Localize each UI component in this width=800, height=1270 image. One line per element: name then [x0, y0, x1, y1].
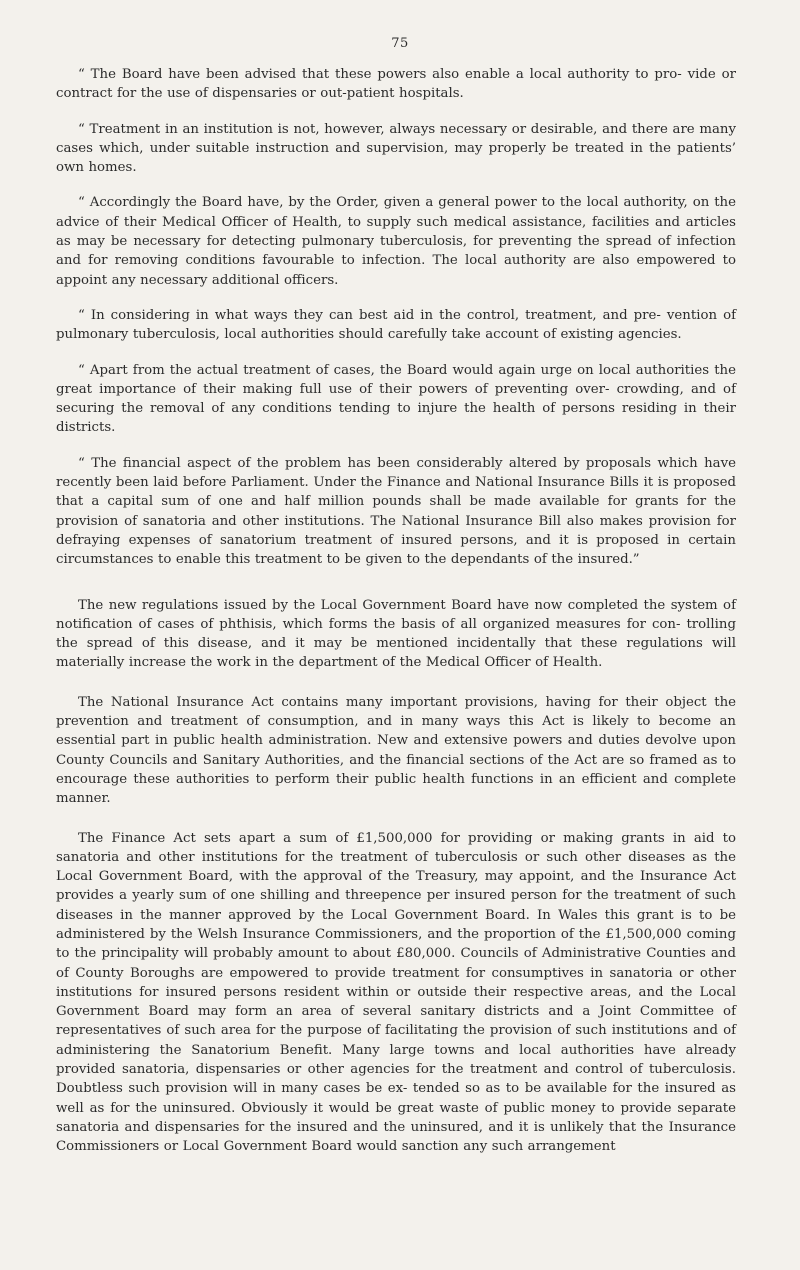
paragraph-new-regulations: The new regulations issued by the Local Government Board have now completed the system of notification of cases of phthisis, which forms the basis of all organized measures for con- trolling the spread of this disease, and it may be mentioned incidentally that these regulations will materially increase the work in the department of the Medical Officer of Health.: [56, 597, 736, 671]
paragraph-insurance-act: The National Insurance Act contains many important provisions, having for their object the prevention and treatment of consumption, and in many ways this Act is likely to become an essential part in public health administration. New and extensive powers and duties devolve upon County Councils and Sanitary Authorities, and the financial sections of the Act are so framed as to encourage these authorities to perform their public health functions in an efficient and complete manner.: [56, 694, 736, 807]
page-number: 75: [391, 36, 409, 51]
paragraph-overcrowding: “ Apart from the actual treatment of cases, the Board would again urge on local authorities the great importance of their making full use of their powers of preventing over- crowding, and of securing the removal of any conditions tending to injure the health of persons residing in their districts.: [56, 362, 736, 436]
paragraph-finance-act: The Finance Act sets apart a sum of £1,500,000 for providing or making grants in aid to sanatoria and other institutions for the treatment of tuberculosis or such other diseases as the Local Government Board, with the approval of the Treasury, may appoint, and the Insurance Act provides a yearly sum of one shilling and threepence per insured person for the treatment of such diseases in the manner approved by the Local Government Board. In Wales this grant is to be administered by the Welsh Insurance Commissioners, and the proportion of the £1,500,000 coming to the principality will probably amount to about £80,000. Councils of Administrative Counties and of County Boroughs are empowered to provide treatment for consumptives in sanatoria or other institutions for insured persons resident within or outside their respective areas, and the Local Government Board may form an area of several sanitary districts and a Joint Committee of representatives of such area for the purpose of facilitating the provision of such institutions and of administering the Sanatorium Benefit. Many large towns and local authorities have already provided sanatoria, dispensaries or other agencies for the treatment and control of tuberculosis. Doubtless such provision will in many cases be ex- tended so as to be available for the insured as well as for the uninsured. Obviously it would be great waste of public money to provide separate sanatoria and dispensaries for the insured and the uninsured, and it is unlikely that the Insurance Commissioners or Local Government Board would sanction any such arrangement: [56, 830, 736, 1155]
paragraph-existing-agencies: “ In considering in what ways they can best aid in the control, treatment, and pre- vention of pulmonary tuberculosis, local authorities should carefully take account of existing agencies.: [56, 307, 736, 343]
paragraph-general-power: “ Accordingly the Board have, by the Order, given a general power to the local authority, on the advice of their Medical Officer of Health, to supply such medical assistance, facilities and articles as may be necessary for detecting pulmonary tuberculosis, for preventing the spread of infection and for removing conditions favourable to infection. The local authority are also empowered to appoint any necessary additional officers.: [56, 195, 736, 288]
paragraph-home-treatment: “ Treatment in an institution is not, however, always necessary or desirable, and there are many cases which, under suitable instruction and supervision, may properly be treated in the patients’ own homes.: [56, 121, 736, 176]
paragraph-dispensaries: “ The Board have been advised that these powers also enable a local authority to pro- vide or contract for the use of dispensaries or out-patient hospitals.: [56, 67, 736, 102]
paragraph-financial-aspect: “ The financial aspect of the problem has been considerably altered by proposals which have recently been laid before Parliament. Under the Finance and National Insurance Bills it is proposed that a capital sum of one and half million pounds shall be made available for grants for the provision of sanatoria and other institutions. The National Insurance Bill also makes provision for defraying expenses of sanatorium treatment of insured persons, and it is proposed in certain circumstances to enable this treatment to be given to the dependants of the insured.”: [56, 455, 736, 568]
